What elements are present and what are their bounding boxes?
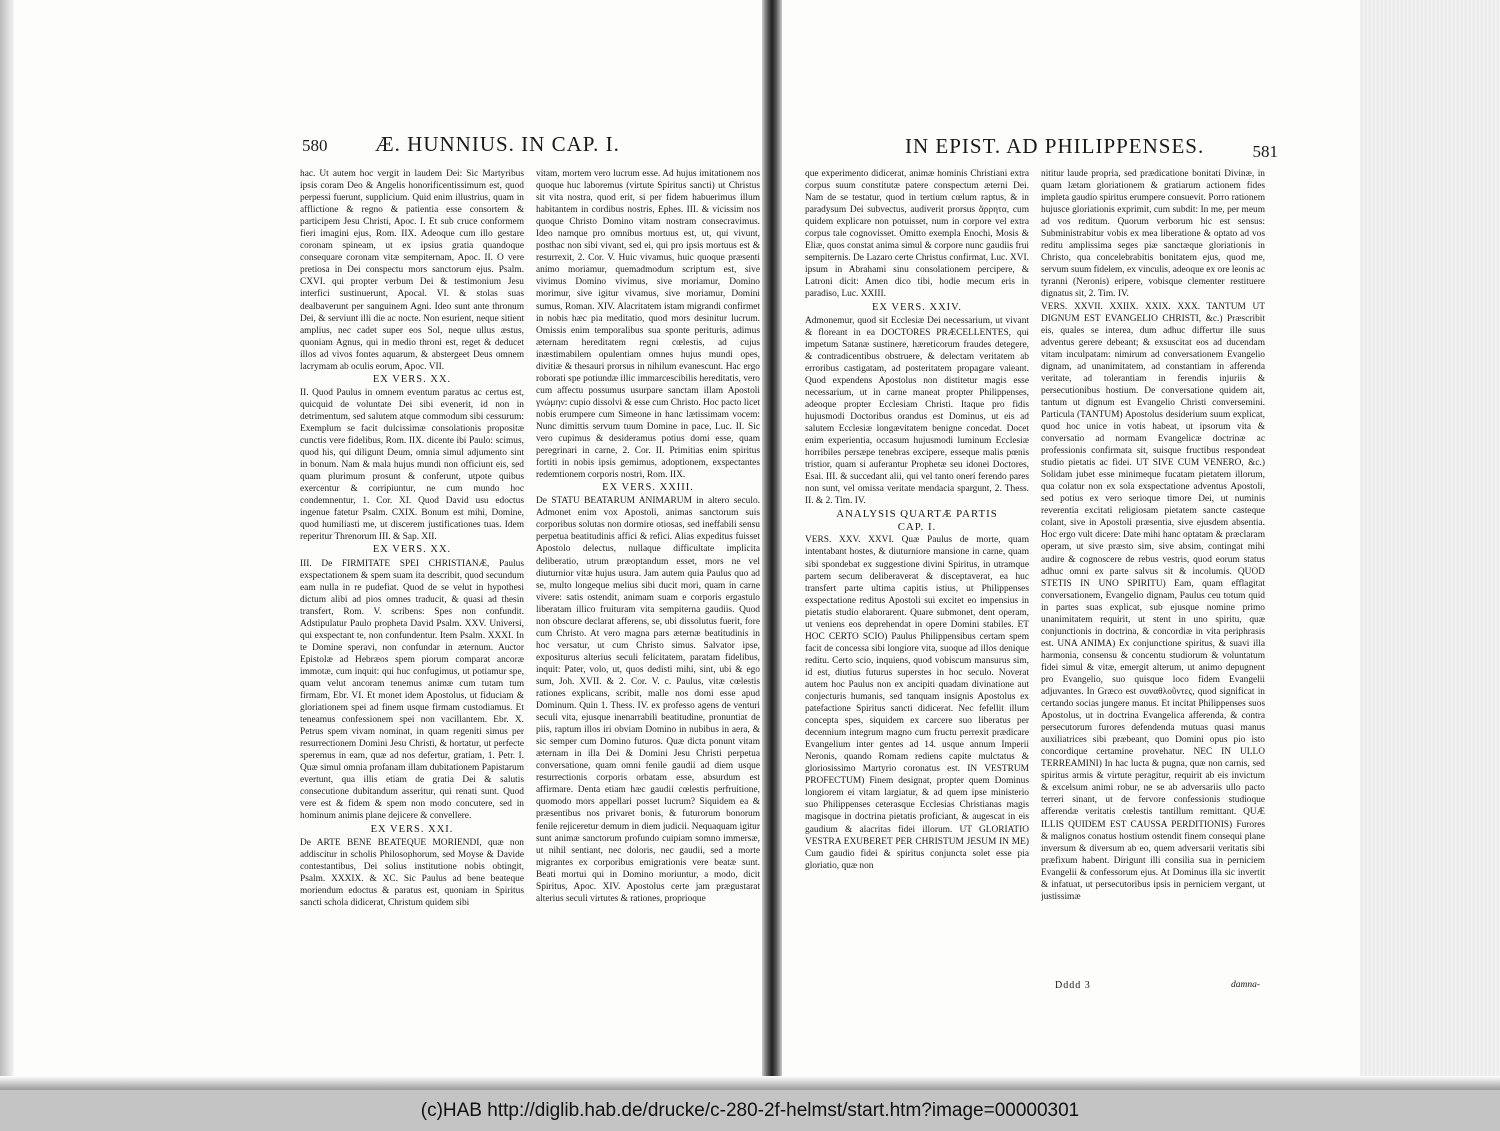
right-running-title: IN EPIST. AD PHILIPPENSES. bbox=[905, 134, 1205, 158]
right-page-edges bbox=[1360, 0, 1500, 1090]
paragraph: De ARTE BENE BEATEQUE MORIENDI, quæ non addiscitur in scholis Philosophorum, sed Moyse & Davide contestantibus, Dei solius institutione nobis obtingit, Psalm. XXXIX. & XC. Sic Paulus ad bene beateque moriendum edoctus & paratus est, quoniam in Spiritus sancti schola didicerat, Christum quidem sibi bbox=[300, 837, 524, 908]
section-heading: EX VERS. XX. bbox=[372, 544, 452, 556]
left-page bbox=[290, 128, 760, 908]
copyright-footer bbox=[0, 1090, 1500, 1131]
paragraph: II. Quod Paulus in omnem eventum paratus ac certus est, quicquid de voluntate Dei sibi evenerit, id non in detrimentum, sed salutem atque commodum sibi cessurum: Exemplum se facit dulcissimæ consolationis propositæ cunctis vere fidelibus, Rom. IIX. dicente ibi Paulo: scimus, quod his, qui diligunt Deum, omnia simul adjumento sint in bonum. Nam & mala hujus mundi non officiunt eis, sed quam plurimum prosunt & conferunt, utpote quibus exercentur & corripiuntur, ne cum mundo hoc condemnentur, 1. Cor. XI. Quod David usu edoctus ingenue fatetur Psalm. CXIX. Bonum est mihi, Domine, quod humiliasti me, ut discerem justificationes tuas. Idem reperitur Threnorum III. & Sap. XII. bbox=[300, 387, 524, 543]
section-heading: CAP. I. bbox=[897, 521, 937, 534]
paragraph: VERS. XXVII. XXIIX. XXIX. XXX. TANTUM UT DIGNUM EST EVANGELIO CHRISTI, &c.) Præscribit eis, quales se interea, dum adhuc differtur ille suus adventus gerere debeant; & exsuscitat eos ad ducendam vitam inculpatam: nimirum ad conversationem Evangelio dignam, ad unanimitatem, ad constantiam in afferenda veritate, ad tolerantiam in ferendis injuriis & persecutionibus hostium. De conversatione quidem ait, tantum ut dignum est Evangelio Christi conversemini. Particula (TANTUM) Apostolus desiderium suum explicat, quod hoc unice in votis habeat, ut ipsorum vita & conversatio ad normam Evangelicæ doctrinæ ac professionis confirmata sit, suisque fructibus respondeat studio pietatis ac fidei. UT SIVE CUM VENERO, &c.) Solidam jubet esse minimeque fucatam pietatem illorum, qua colatur non ex sola exspectatione adventus Apostoli, sed potius ex vero serioque timore Dei, ut numinis reverentia excitati religiosam pietatem sancte casteque colant, sive in Apostoli præsentia, sive ejusdem absentia. Hoc ergo vult dicere: Date mihi hanc optatam & præclaram operam, ut sive præsto sim, sive absim, contingat mihi audire & cognoscere de rebus vestris, quod eorum status adhuc omni ex parte salvus sit & incolumis. QUOD STETIS IN UNO SPIRITU) Eam, quam efflagitat conversationem, Evangelio dignam, Paulus ceu totum quid in partes suas explicat, sub ejusque nomine primo unanimitatem requirit, ut stent in uno spiritu, quæ conjunctionis in doctrina, & concordiæ in vita periphrasis est. UNA ANIMA) Ex conjunctione spiritus, & suavi illa harmonia, consensu & concentu studiorum & voluntatum fidei simul & vitæ, emergit alterum, ut animo depugnent pro Evangelio, suo quisque loco fidem Evangelii adjuvantes. In Græco est συναθλοῦντες, quod significat in certando socias jungere manus. Et incitat Philippenses suos Apostolus, ut in doctrina Evangelica afferenda, & contra persecutorum furores defendenda mutuas quasi manus auxiliatrices sibi præbeant, quo Domini opus pio isto concordique certamine provehatur. NEC IN ULLO TERREAMINI) In hac lucta & pugna, quæ non carnis, sed spiritus armis & virtute peragitur, requirit ab eis invictum & excelsum animi robur, ne se ab adversariis ullo pacto terreri sinant, ut de fervore confessionis studioque afferendæ veritatis cœlestis tantillum remittant. QUÆ ILLIS QUIDEM EST CAUSSA PERDITIONIS) Furores & malignos conatus hostium ostendit finem consequi plane inversum & diversum ab eo, quem adversarii veritatis sibi præfixum habent. Dirigunt illi consilia sua in perniciem Evangelii & confessorum ejus. At Dominus illa sic invertit & infatuat, ut persecutoribus ipsis in perniciem vergant, ut justissimæ bbox=[1041, 301, 1265, 902]
section-heading: EX VERS. XXIV. bbox=[871, 301, 963, 313]
paragraph: Admonemur, quod sit Ecclesiæ Dei necessarium, ut vivant & floreant in ea DOCTORES PRÆCELLENTES, qui impetum Satanæ sustinere, hæreticorum fraudes detegere, & contradicentibus obstruere, & delectam veritatem ab erroribus castigatam, ad posteritatem propagare valeant. Quod expendens Apostolus non distitetur magis esse necessarium, ut in carne maneat propter Philippenses, adeoque propter Ecclesiam Christi. Itaque pro fidis hujusmodi Doctoribus orandus est Dominus, ut eis ad salutem Ecclesiæ longævitatem benigne concedat. Docet enim experientia, occasum hujusmodi luminum Ecclesiæ horribiles persæpe tenebras excipere, esseque malis pœnis tristior, quam si auferantur Prophetæ seu idonei Doctores, Esai. III. & succedant alii, qui vel tanto onerí ferendo pares non sunt, vel omissa veritate mendacia spargunt, 2. Thess. II. & 2. Tim. IV. bbox=[805, 315, 1029, 507]
left-page-edge bbox=[0, 0, 14, 1090]
paragraph: hac. Ut autem hoc vergit in laudem Dei: Sic Martyribus ipsis coram Deo & Angelis honorificentissimum est, quod perpessi fuerunt, supplicium. Quid enim illustrius, quam in afflictione & regno & patientia esse consortem & participem Jesu Christi, Apoc. I. Et sub cruce conformem fieri imagini ejus, Rom. IIX. Adeoque cum illo gestare coronam spineam, ut ex ipsius gratia quandoque consequare coronam vitæ sempiternam, Apoc. II. O vere pretiosa in Dei conspectu mors sanctorum ejus. Psalm. CXVI. qui propter verbum Dei & testimonium Jesu interfici sustinuerunt, Apocal. VI. & stolas suas dealbaverunt per sanguinem Agni. Ideo sunt ante thronum Dei, & serviunt illi die ac nocte. Non esurient, neque sitient amplius, nec cadet super eos Sol, neque ullus æstus, quoniam Agnus, qui in medio throni est, reget & deducet illos ad vivos fontes aquarum, & abstergeet Deus omnem lacrymam ab oculis eorum, Apoc. VII. bbox=[300, 169, 524, 372]
catchword: damna- bbox=[1230, 980, 1260, 990]
left-running-title: Æ. HUNNIUS. IN CAP. I. bbox=[375, 132, 620, 156]
paragraph: que experimento didicerat, animæ hominis Christiani extra corpus suum constitutæ patere conspectum æterni Dei. Nam de se testatur, quod in tertium cœlum raptus, & in paradysum Dei subvectus, audiverit prorsus ἄρρητα, cum quidem explicare non potuisset, num in corpore vel extra corpus tale cognovisset. Omitto exempla Enochi, Mosis & Eliæ, quos constat anima simul & corpore nunc gaudiis frui sempiternis. De Lazaro certe Christus confirmat, Luc. XVI. ipsum in Abrahami sinu consolationem percipere, & Latroni dicit: Amen dico tibi, hodie mecum eris in paradiso, Luc. XXIII. bbox=[805, 169, 1029, 300]
left-page-number: 580 bbox=[302, 136, 328, 155]
book-gutter bbox=[762, 0, 782, 1090]
right-page-number: 581 bbox=[1252, 142, 1278, 161]
section-heading: EX VERS. XXIII. bbox=[602, 482, 694, 494]
paragraph: VERS. XXV. XXVI. Quæ Paulus de morte, quam intentabant hostes, & diuturniore mansione in carne, quam sibi spondebat ex suggestione divini Spiritus, in utramque partem secum deliberaverat & disceptaverat, ea huc transfert parte ultima capitis istius, ut Philippenses exspectatione reditus Apostoli sui excitet eo impensius in pietatis studio elaborarent. Quare submonet, dent operam, ut veniens eos deprehendat in opere Domini stabiles. ET HOC CERTO SCIO) Paulus Philippensibus certam spem facit de concessa sibi longiore vita, suoque ad illos denique reditu. Certo scio, inquiens, quod vobiscum mansurus sim, id est, diutius futurus superstes in hoc seculo. Noverat autem hoc Paulus non ex ancipiti quadam divinatione aut conjecturis humanis, sed tanquam insignis Apostolus ex patefactione Spiritus sancti didicerat. Nec fefellit illum concepta spes, siquidem ex carcere suo liberatus per decennium integrum magno cum fructu perrexit prædicare Evangelium inter gentes ad 14. usque annum Imperii Neronis, quando Romam rediens capite mulctatus & gloriosissimo Martyrio coronatus est. IN VESTRUM PROFECTUM) Finem designat, propter quem Dominus longiorem ei vitam largiatur, & ad quem ipse ministerio suo Philippenses ceterasque Ecclesias Christianas magis magisque in doctrina pietatis proficiant, & augescat in eis gaudium & alacritas fidei illorum. UT GLORIATIO VESTRA EXUBERET PER CHRISTUM JESUM IN ME) Cum gaudio fidei & spiritus conjuncta solet esse pia gloriatio, quæ non bbox=[805, 535, 1029, 871]
left-column-2 bbox=[536, 168, 760, 988]
right-running-head bbox=[805, 128, 1278, 161]
bottom-shadow bbox=[0, 1076, 1500, 1090]
paragraph: III. De FIRMITATE SPEI CHRISTIANÆ, Paulus exspectationem & spem suam ita describit, quod secundum eam nulla in re pudefiat. Quod de se velut in hypothesi dictum alibi ad pios omnes traducit, & quasi ad thesin transfert, Rom. V. scribens: Spes non confundit. Adstipulatur Paulo propheta David Psalm. XXV. Universi, qui exspectant te, non confundentur. Item Psalm. XXXI. In te Domine speravi, non confundar in æternum. Auctor Epistolæ ad Hebræos spem piorum comparat ancoræ immotæ, cum inquit: qui huc confugimus, ut potiamur spe, quam velut ancoram tenemus animæ cum tutam tum firmam, Ebr. VI. Et monet idem Apostolus, ut fiduciam & gloriationem spei ad finem usque firmam custodiamus. Et teneamus confessionem spei non vacillantem. Ebr. X. Petrus spem vivam nominat, in quam regeniti simus per resurrectionem Domini Jesu Christi, & hortatur, ut perfecte speremus in eam, quæ ad nos defertur, gratiam, 1. Petr. I. Quæ simul omnia profanam illam dubitationem Papistarum evertunt, qua illis etiam de gratia Dei & salutis consecutione dubitandum asseritur, qui renati sunt. Quod vere est & fidem & spem non modo concutere, sed in hominum animis plane dejicere & convellere. bbox=[300, 558, 524, 822]
left-running-head bbox=[290, 128, 760, 158]
left-text-columns bbox=[300, 168, 760, 988]
left-column-1 bbox=[300, 168, 524, 988]
right-column-1 bbox=[805, 168, 1029, 988]
section-heading: EX VERS. XXI. bbox=[370, 823, 454, 835]
right-page bbox=[805, 128, 1278, 991]
signature-mark: Dddd 3 bbox=[1055, 980, 1091, 991]
right-text-columns bbox=[805, 168, 1265, 988]
section-heading: EX VERS. XX. bbox=[372, 373, 452, 385]
paragraph: vitam, mortem vero lucrum esse. Ad hujus imitationem nos quoque huc laboremus (virtute Spiritus sancti) ut Christus sit vita nostra, quod erit, si per fidem habuerimus illum habitantem in cordibus nostris, Ephes. III. & vicissim nos quoque Christo Domino vitam nostram consecravimus. Ideo namque pro omnibus mortuus est, ut, qui vivunt, posthac non sibi vivant, sed ei, qui pro ipsis mortuus est & resurrexit, 2. Cor. V. Huic vivamus, huic quoque præsenti animo moriamur, quemadmodum scriptum est, sive vivimus Domino vivimus, sive moriamur, Domino morimur, sive igitur vivamus, sive moriamur, Domini sumus, Roman. XIV. Alacritatem istam migrandi confirmet in nobis hæc pia meditatio, quod mors desinitur lucrum. Omissis enim temporalibus sua sponte perituris, adimus æternam hereditatem regni cœlestis, ad cujus inæstimabilem opulentiam omnes hujus mundi opes, divitiæ & thesauri prorsus in nihilum evanescunt. Hac ergo roborati spe potiundæ illic immarcescibilis hereditatis, vero cum affectu possumus usurpare sanctam illam Apostoli γνώμην: cupio dissolvi & esse cum Christo. Hoc pacto licet nobis erumpere cum Simeone in hanc lætissimam vocem: Nunc dimittis servum tuum Domine in pace, Luc. II. Sic vero cupimus & desideramus potius domi esse, quam peregrinari in carne, 2. Cor. II. Primitias enim spiritus fortiti in nobis ipsis gemimus, adoptionem, exspectantes redemtionem corporis nostri, Rom. IIX. bbox=[536, 169, 760, 481]
paragraph: nititur laude propria, sed prædicatione bonitati Divinæ, in quam lætam gloriationem & gratiarum actionem fides impleta gaudio spiritus erumpere consuevit. Porro rationem hujusce gloriationis exprimit, cum subdit: In me, per meum ad vos reditum. Quorum verborum hic est sensus: Subministrabitur vobis ex mea liberatione & optato ad vos reditu amplissima seges piæ sanctæque gloriationis in Christo, qua concelebrabitis bonitatem ejus, quod me, servum suum fidelem, ex vinculis, adeoque ex ore leonis ac tyranni (Neronis) eripere, vobisque clementer restituere dignatus sit, 2. Tim. IV. bbox=[1041, 169, 1265, 300]
paragraph: De STATU BEATARUM ANIMARUM in altero seculo. Admonet enim vox Apostoli, animas sanctorum suis corporibus solutas non dormire otiosas, sed ineffabili sensu perpetua beatitudinis affici & refici. Alias expeditus fuisset Apostolo delectus, nullaque difficultate implicita deliberatio, utrum præoptandum esset, mors ne vel diuturnior vitæ hujus usura. Jam autem quia Paulus quo ad se, multo longeque melius sibi ducit mori, quam in carne vivere: satis ostendit, animam suam e corporis ergastulo liberatam illico fruituram vita sempiterna gaudiis. Quod non obscure declarat afferens, se, ubi dissolutus fuerit, fore cum Christo. At vero magna pars æternæ beatitudinis in hoc versatur, ut cum Christo simus. Salvator ipse, expositurus alterius seculi felicitatem, paratam fidelibus, inquit: Pater, volo, ut, quos dedisti mihi, sint, ubi & ego sum, Joh. XVII. & 2. Cor. V. c. Paulus, vitæ cœlestis rationes explicans, scribit, malle nos domi esse apud Dominum. Quin 1. Thess. IV. ex professo agens de venturi seculi vita, ejusque inenarrabili beatitudine, pronuntiat de piis, raptum illos iri obviam Domino in nubibus in aera, & sic semper cum Domino futuros. Quæ dicta ponunt vitam æternam in illa Dei & Domini Jesu Christi perpetua conversatione, quam omni fenile gaudii ad diem usque resurrectionis corporis orbatam esse, absurdum est affirmare. Denta etiam hæc gaudii cœlestis perfruitione, quomodo mors appellari posset lucrum? Siquidem ea & præsentibus nos privaret bonis, & futurorum bonorum fenile rejiceretur demum in diem judicii. Nequaquam igitur sunt animæ sanctorum profundo cuipiam somno immersæ, ut nihil sentiant, nec doloris, nec gaudii, sed a morte migrantes ex corporibus emigrationis vere beatæ sunt. Beati mortui qui in Domino moriuntur, a modo, dicit Spiritus, Apoc. XIV. Apostolus certe jam prægustarat alterius seculi virtutes & rationes, proprioque bbox=[536, 496, 760, 904]
right-column-2 bbox=[1041, 168, 1265, 988]
section-heading: ANALYSIS QUARTÆ PARTIS bbox=[836, 508, 998, 521]
footer-text[interactable]: (c)HAB http://diglib.hab.de/drucke/c-280-2f-helmst/start.htm?image=00000301 bbox=[420, 1099, 1080, 1121]
